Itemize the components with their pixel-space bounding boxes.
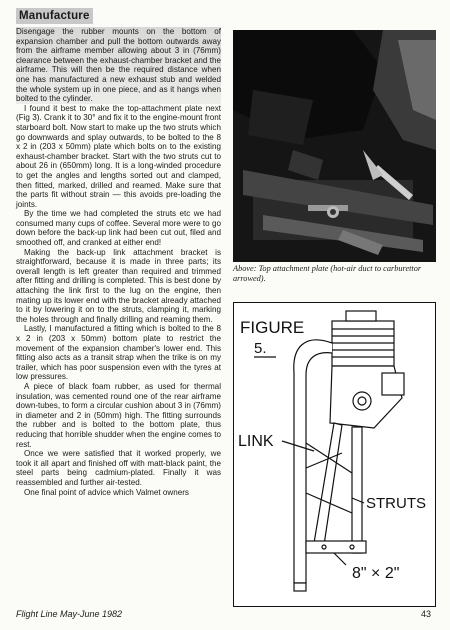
paragraph: I found it best to make the top-attachment plate next (Fig 3). Crank it to 30° and fix it to the engine-mount front starboard bolt. Now start to make up the two struts which go downwards and splay outwards, to be bolted to the 8 x 2 in (203 x 50mm) plate which bolts on to the existing exhaust-chamber bracket. Start with the two struts cut to about 26 in (650mm) long. It is a long-winded procedure to get the angles and lengths sorted out and clamped, then fitted, marked, drilled and reamed. Make sure that the parts fit without strain — this avoids pre-loading the joints.: [16, 103, 221, 209]
paragraph: Making the back-up link attachment bracket is straightforward, because it is made in three parts; its overall length is left greater than required and trimmed after fitting and drilling is completed. This is best done by attaching the link first to the lug on the engine, then mating up its lower end with the bracket already attached to it by lowering it on to the struts, clamping it, marking the holes through and finally drilling and reaming them.: [16, 247, 221, 324]
figure-5-diagram: [233, 302, 436, 607]
paragraph: Lastly, I manufactured a fitting which is bolted to the 8 x 2 in (203 x 50mm) bottom plate to restrict the movement of the expansion chamber's lower end. This fitting also acts as a transit strap when the trike is on my trailer, which has poor suspension even with the tyres at low pressures.: [16, 324, 221, 382]
article-column: [16, 6, 221, 497]
label-struts: STRUTS: [366, 495, 426, 512]
paragraph: Disengage the rubber mounts on the bottom of expansion chamber and pull the bottom outwards away from the airframe member allowing about 3 in (76mm) clearance between the exhaust-chamber bracket and the airframe. This will then be the required distance when one has manufactured a new exhaust stub and welded the whole system up in one piece, and as it hangs when bolted to the cylinder.: [16, 27, 221, 104]
attachment-plate-photo: [233, 30, 436, 262]
article-body: [16, 27, 221, 497]
paragraph: A piece of black foam rubber, as used for thermal insulation, was cemented round one of the rear airframe down-tubes, to form a circular cushion about 3 in (76mm) in diameter and 2 in (50mm) high. The fitting surrounds the rubber and is bolted to the bottom plate, thus reducing that horrible shudder when the engine comes to rest.: [16, 381, 221, 449]
figure-number: 5.: [254, 340, 267, 357]
label-plate: 8" × 2": [352, 565, 400, 582]
paragraph: One final point of advice which Valmet owners: [24, 487, 189, 497]
photo-caption: Above: Top attachment plate (hot-air duct to carburettor arrowed).: [233, 264, 422, 283]
publication-footer: Flight Line May-June 1982: [16, 609, 123, 619]
page-number: 43: [421, 609, 432, 619]
engine-drawing: [330, 311, 404, 428]
paragraph: By the time we had completed the struts etc we had consumed many cups of coffee. Several more were to go down before the back-up link had been cut out, filed and smoothed off, and cranked at either end!: [16, 209, 221, 248]
label-link: LINK: [238, 433, 274, 450]
section-heading: Manufacture: [16, 8, 93, 24]
struts-drawing: [306, 423, 366, 553]
paragraph: Once we were satisfied that it worked properly, we took it all apart and finished off with matt-black paint, the steel parts being cadmium-plated. Finally it was reassembled and further air-tested.: [16, 449, 221, 487]
figure-title: FIGURE: [240, 318, 305, 337]
